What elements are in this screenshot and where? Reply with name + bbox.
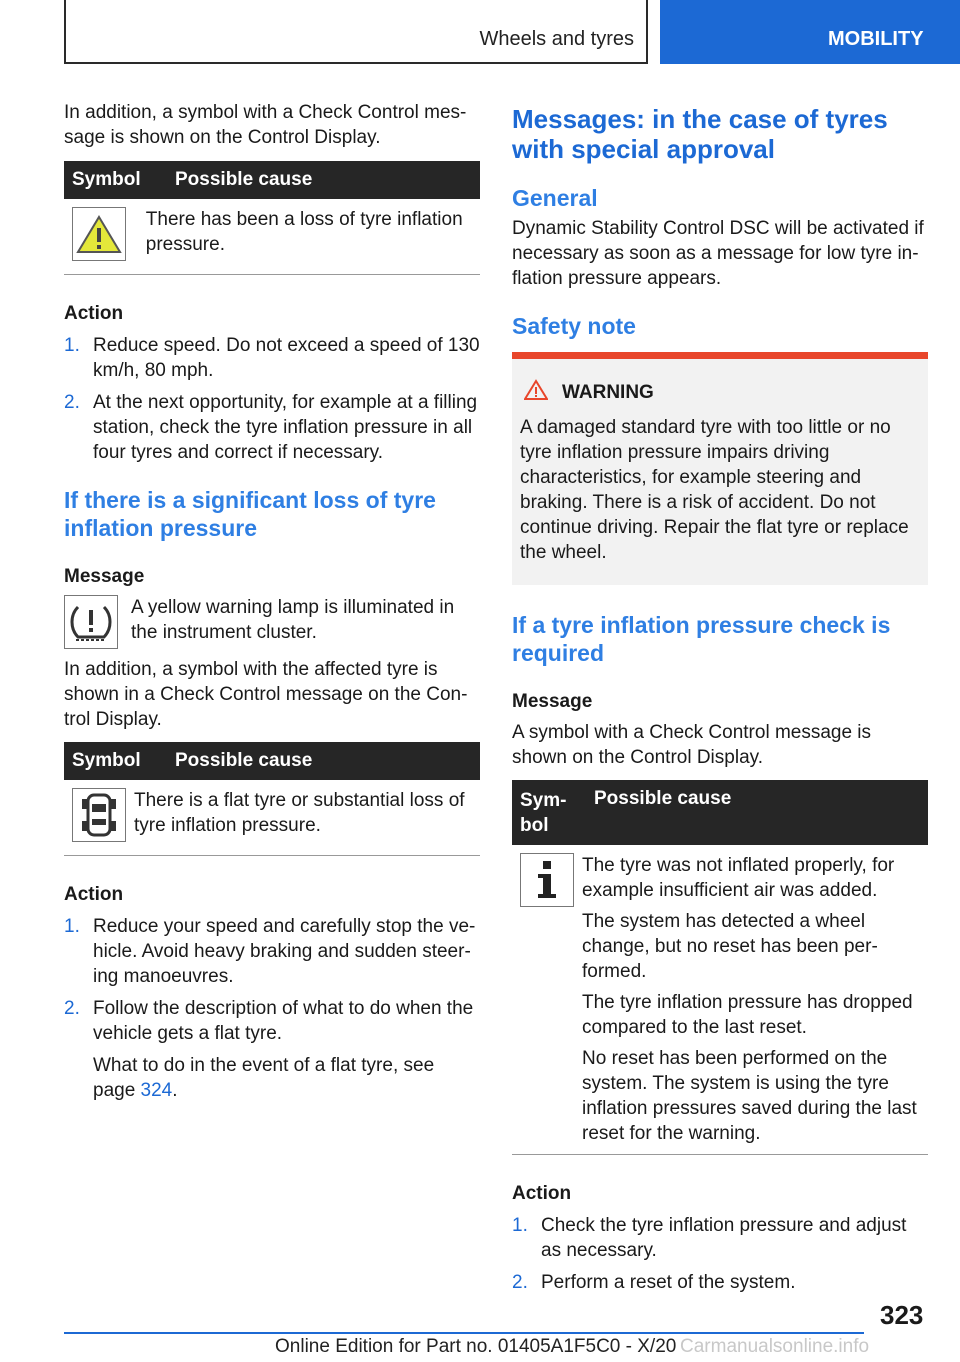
- action-list: [64, 333, 480, 465]
- warning-text: A damaged standard tyre with too little or no tyre inflation pressure impairs driving characteristics, for example steering and braking. There is a risk of accident. Do not continue driving. Repair the flat tyre or replace the wheel.: [520, 417, 909, 563]
- safety-heading: Safety note: [512, 313, 636, 339]
- footer-watermark: Carmanualsonline.info: [680, 1336, 870, 1357]
- col-symbol-header: Symbol: [72, 750, 141, 771]
- warning-title: WARNING: [520, 379, 920, 407]
- header-section-title: Wheels and tyres: [479, 28, 634, 50]
- col-cause-header: Possible cause: [175, 750, 313, 771]
- list-item: 1. Check the tyre inflation pressure and adjust as necessary.: [512, 1215, 907, 1261]
- page-number: 323: [880, 1300, 924, 1330]
- table-header: [64, 742, 480, 780]
- header-section-tab: [64, 0, 648, 64]
- message-heading: Message: [64, 566, 145, 587]
- action-heading: Action: [64, 884, 124, 905]
- col-cause-header: Possible cause: [594, 788, 732, 809]
- section-heading-loss: If there is a significant loss of tyre inflation pressure: [64, 487, 436, 541]
- message-text: A yellow warning lamp is illuminated in the instrument cluster.: [131, 597, 455, 643]
- col-symbol-header: Symbol: [72, 169, 141, 190]
- cause-text: The system has detected a wheel change, but no reset has been performed.: [582, 911, 878, 982]
- cause-text: The tyre inflation pressure has dropped compared to the last reset.: [582, 992, 913, 1038]
- symbol-table-2: [64, 742, 480, 856]
- tyre-pressure-warning-icon: [64, 595, 118, 649]
- symbol-table-3: [512, 780, 928, 1155]
- cause-text: The tyre was not inflated properly, for example insufficient air was added.: [582, 855, 895, 901]
- list-item: 2. Perform a reset of the system.: [512, 1272, 796, 1293]
- list-item: 1. Reduce your speed and carefully stop the vehicle. Avoid heavy braking and sudden steering manoeuvres.: [64, 916, 476, 987]
- message-text: A symbol with a Check Control message is shown on the Control Display.: [512, 722, 872, 768]
- warning-triangle-icon: [524, 379, 548, 407]
- list-item: 2. At the next opportunity, for example at a filling station, check the tyre inflation pressure in all four tyres and correct if necessary.: [64, 392, 478, 463]
- main-heading: Messages: in the case of tyres with special approval: [512, 104, 888, 164]
- message-heading: Message: [512, 691, 593, 712]
- intro-text: In addition, a symbol with a Check Control message is shown on the Control Display.: [64, 102, 467, 148]
- col-cause-header: Possible cause: [175, 169, 313, 190]
- col-symbol-header: Symbol: [520, 790, 567, 836]
- cause-text: There is a flat tyre or substantial loss of tyre inflation pressure.: [134, 790, 465, 836]
- cause-text: There has been a loss of tyre inflation pressure.: [145, 209, 463, 255]
- message-block: [64, 595, 480, 649]
- action-list: [512, 1213, 928, 1295]
- warning-triangle-icon: [72, 207, 126, 261]
- car-flat-tyre-icon: [72, 788, 126, 842]
- footer-edition: Online Edition for Part no. 01405A1F5C0 - X/20: [275, 1336, 677, 1357]
- general-heading: General: [512, 185, 598, 211]
- general-text: Dynamic Stability Control DSC will be activated if necessary as soon as a message for low tyre inflation pressure appears.: [512, 218, 924, 289]
- symbol-table-1: [64, 161, 480, 275]
- list-item: 2. Follow the description of what to do when the vehicle gets a flat tyre. What to do in the event of a flat tyre, see page 324.: [64, 996, 480, 1103]
- action-heading: Action: [512, 1183, 572, 1204]
- warning-box: [512, 352, 928, 585]
- affected-text: In addition, a symbol with the affected tyre is shown in a Check Control message on the Control Display.: [64, 659, 468, 730]
- action-heading: Action: [64, 303, 124, 324]
- page-link[interactable]: 324: [140, 1080, 173, 1101]
- left-column: [64, 100, 480, 1110]
- list-item: 1. Reduce speed. Do not exceed a speed of 130 km/h, 80 mph.: [64, 335, 480, 381]
- cross-reference: What to do in the event of a flat tyre, see page 324.: [93, 1055, 435, 1101]
- header-chapter-tab: [660, 0, 960, 64]
- header-chapter-title: MOBILITY: [828, 28, 924, 50]
- footer-rule: [64, 1332, 864, 1334]
- table-row: [512, 845, 928, 1155]
- action-list: [64, 914, 480, 1103]
- table-row: [64, 780, 480, 856]
- cause-text: No reset has been performed on the system. The system is using the tyre inflation pressures saved during the last reset for the warning.: [582, 1048, 917, 1144]
- table-header: [512, 780, 928, 845]
- info-icon: [520, 853, 574, 907]
- table-row: [64, 199, 480, 275]
- right-column: [512, 100, 928, 1302]
- table-header: [64, 161, 480, 199]
- check-heading: If a tyre inflation pressure check is required: [512, 612, 891, 666]
